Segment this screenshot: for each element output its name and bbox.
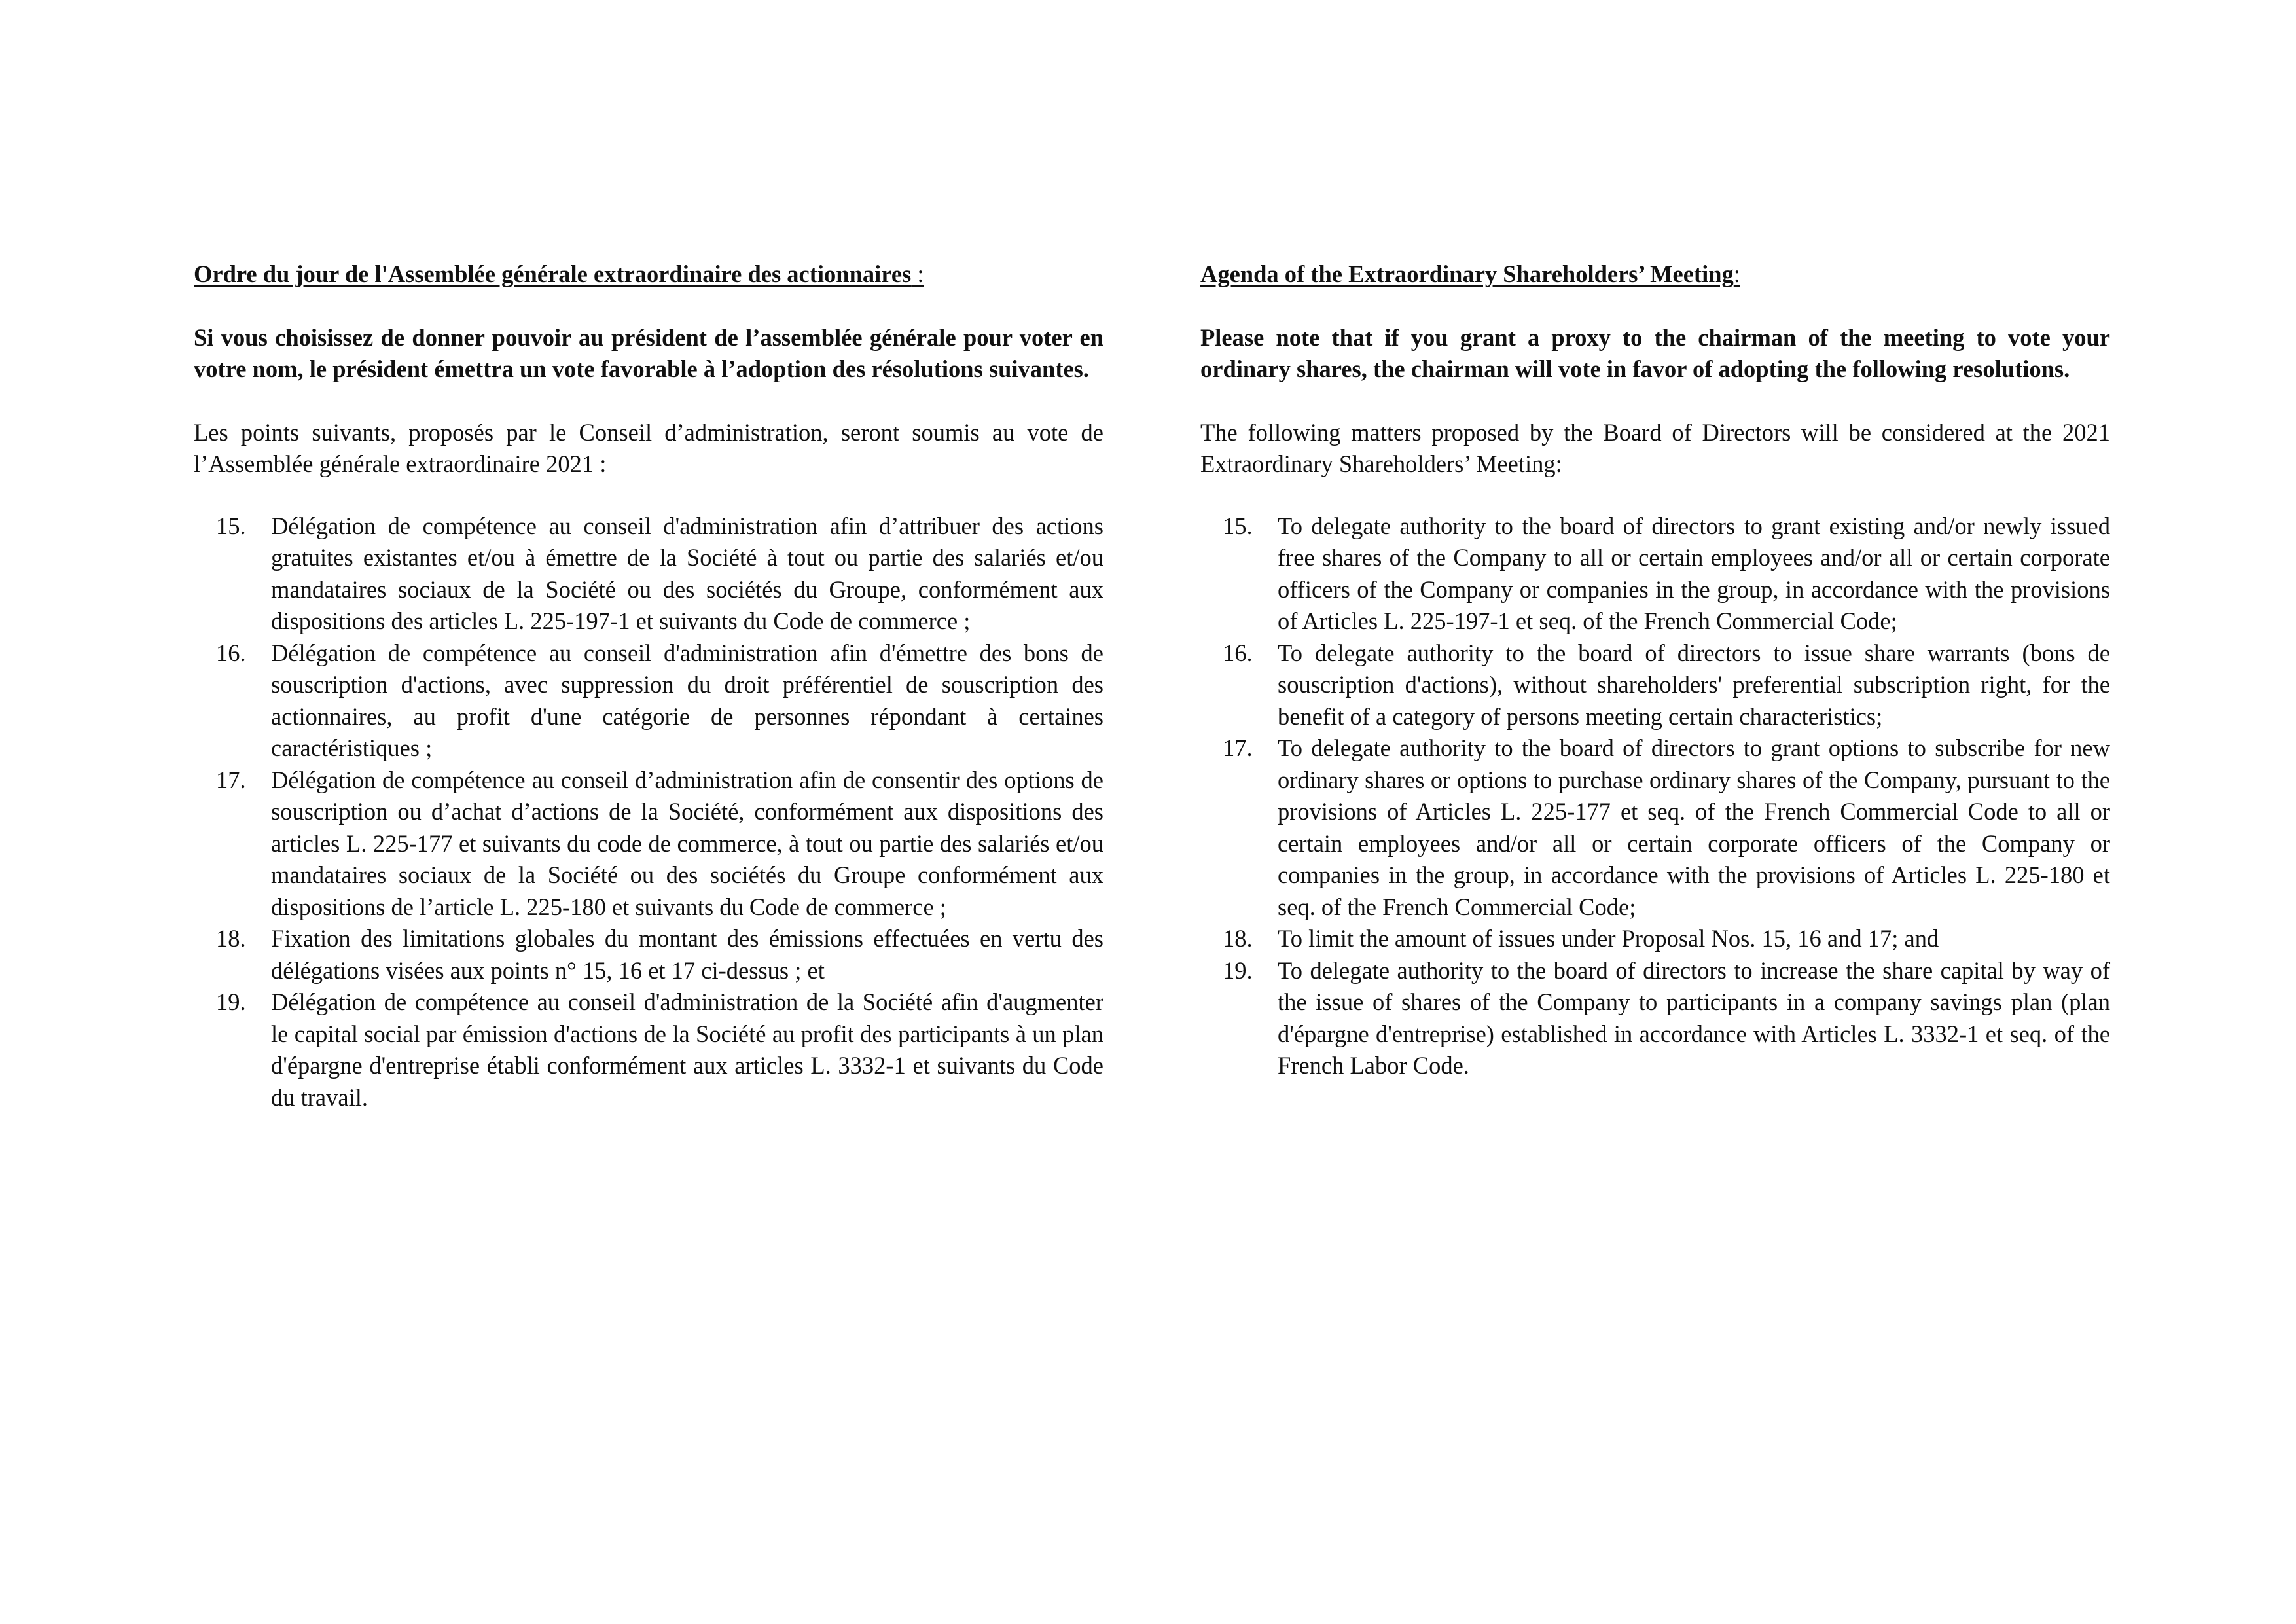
resolution-number: 18. <box>1223 925 1253 952</box>
resolution-text: To delegate authority to the board of directors to grant existing and/or newly issued free shares of the Company to all or certain employees and/or all or certain corporate officers of the Company or companies in the group, in accordance with the provisions of Articles L. 225-197-1 et seq. of the French Commercial Code; <box>1278 512 2110 634</box>
resolution-number: 16. <box>216 639 246 666</box>
english-resolution-15 <box>1200 511 2110 638</box>
english-column <box>1200 259 2110 1082</box>
english-resolution-17 <box>1200 732 2110 923</box>
english-intro: The following matters proposed by the Board of Directors will be considered at the 2021 Extraordinary Shareholders’ Meeting: <box>1200 418 2110 477</box>
french-resolution-16 <box>194 638 1103 765</box>
english-resolution-19 <box>1200 955 2110 1082</box>
english-resolution-list <box>1200 511 2110 1082</box>
english-heading-text: Agenda of the Extraordinary Shareholders’ Meeting <box>1200 261 1734 287</box>
english-resolution-16 <box>1200 638 2110 733</box>
resolution-number: 16. <box>1223 639 1253 666</box>
french-resolution-18 <box>194 923 1103 986</box>
resolution-number: 17. <box>1223 734 1253 761</box>
resolution-number: 15. <box>216 512 246 539</box>
resolution-number: 19. <box>216 988 246 1015</box>
resolution-text: Délégation de compétence au conseil d’administration afin de consentir des options de souscription ou d’achat d’actions de la Société, conformément aux dispositions des articles L. 225-177 et suivants du code de commerce, à tout ou partie des salariés et/ou mandataires sociaux de la Société ou des sociétés du Groupe conformément aux dispositions de l’article L. 225-180 et suivants du Code de commerce ; <box>271 766 1103 920</box>
french-resolution-list <box>194 511 1103 1114</box>
french-column <box>194 259 1103 1113</box>
resolution-text: To delegate authority to the board of directors to increase the share capital by way of the issue of shares of the Company to participants in a company savings plan (plan d'épargne d'entreprise) established in accordance with Articles L. 3332-1 et seq. of the French Labor Code. <box>1278 956 2110 1079</box>
resolution-text: To delegate authority to the board of directors to issue share warrants (bons de souscription d'actions), without shareholders' preferential subscription right, for the benefit of a category of persons meeting certain characteristics; <box>1278 639 2110 730</box>
french-intro: Les points suivants, proposés par le Conseil d’administration, seront soumis au vote de l’Assemblée générale extraordinaire 2021 : <box>194 418 1103 477</box>
resolution-text: Délégation de compétence au conseil d'administration de la Société afin d'augmenter le capital social par émission d'actions de la Société au profit des participants à un plan d'épargne d'entreprise établi conformément aux articles L. 3332-1 et suivants du Code du travail. <box>271 988 1103 1111</box>
resolution-text: Délégation de compétence au conseil d'administration afin d'émettre des bons de souscription d'actions, avec suppression du droit préférentiel de souscription des actionnaires, au profit d'une catégorie de personnes répondant à certaines caractéristiques ; <box>271 639 1103 761</box>
resolution-number: 18. <box>216 925 246 952</box>
french-heading-text: Ordre du jour de l'Assemblée générale extraordinaire des actionnaires <box>194 261 912 287</box>
english-resolution-18 <box>1200 923 2110 955</box>
french-resolution-17 <box>194 765 1103 924</box>
resolution-text: Délégation de compétence au conseil d'administration afin d’attribuer des actions gratuites existantes et/ou à émettre de la Société à tout ou partie des salariés et/ou mandataires sociaux de la Société ou des sociétés du Groupe, conformément aux dispositions des articles L. 225-197-1 et suivants du Code de commerce ; <box>271 512 1103 634</box>
french-proxy-note: Si vous choisissez de donner pouvoir au président de l’assemblée générale pour voter en votre nom, le président émettra un vote favorable à l’adoption des résolutions suivantes. <box>194 323 1103 382</box>
french-resolution-19 <box>194 986 1103 1113</box>
resolution-number: 19. <box>1223 956 1253 984</box>
english-proxy-note: Please note that if you grant a proxy to the chairman of the meeting to vote your ordinary shares, the chairman will vote in favor of adopting the following resolutions. <box>1200 323 2110 382</box>
french-heading-suffix: : <box>911 261 924 287</box>
french-resolution-15 <box>194 511 1103 638</box>
resolution-text: To limit the amount of issues under Proposal Nos. 15, 16 and 17; and <box>1278 925 1939 952</box>
english-heading-suffix: : <box>1733 261 1740 287</box>
resolution-text: To delegate authority to the board of directors to grant options to subscribe for new ordinary shares or options to purchase ordinary shares of the Company, pursuant to the provisions of Articles L. 225-177 et seq. of the French Commercial Code to all or certain employees and/or all or certain corporate officers of the Company or companies in the group, in accordance with the provisions of Articles L. 225-180 et seq. of the French Commercial Code; <box>1278 734 2110 920</box>
resolution-text: Fixation des limitations globales du montant des émissions effectuées en vertu des délégations visées aux points n° 15, 16 et 17 ci-dessus ; et <box>271 925 1103 984</box>
resolution-number: 15. <box>1223 512 1253 539</box>
resolution-number: 17. <box>216 766 246 793</box>
french-heading <box>194 259 1103 291</box>
english-heading <box>1200 259 2110 291</box>
